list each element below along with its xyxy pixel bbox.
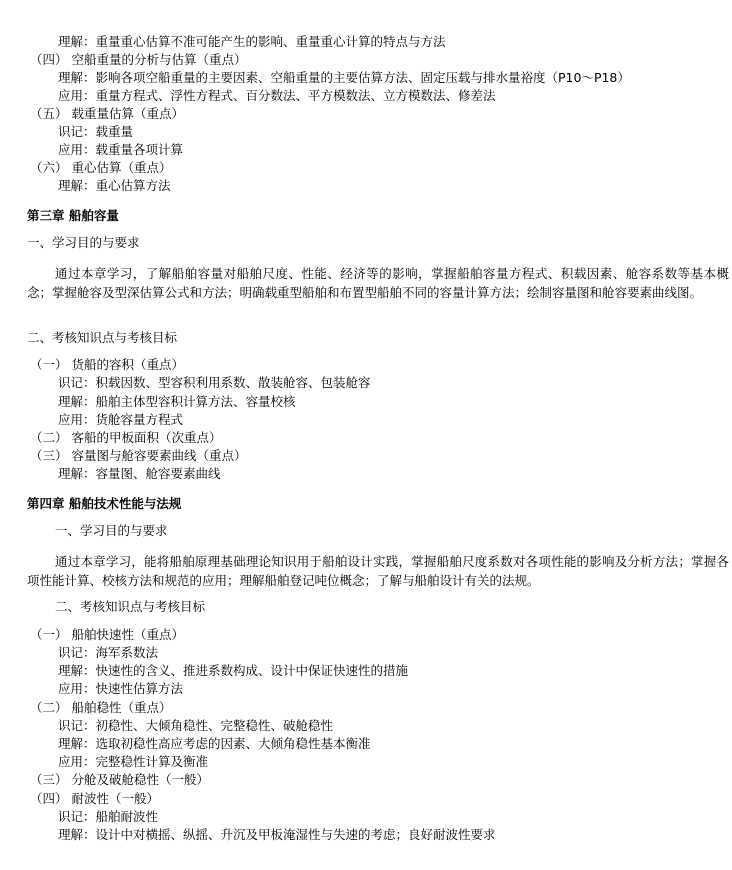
chapter-4-goal-text: 通过本章学习，能将船舶原理基础理论知识用于船舶设计实践，掌握船舶尺度系数对各项性能的影响及分析方法；掌握各项性能计算、校核方法和规范的应用；理解船舶登记吨位概念；了解与船舶设计有关的法规。	[27, 554, 729, 588]
chapter-3-goal-text: 通过本章学习，了解船舶容量对船舶尺度、性能、经济等的影响，掌握船舶容量方程式、积载因素、舱容系数等基本概念；掌握舱容及型深估算公式和方法；明确载重型船舶和布置型船舶不同的容量计算方法；绘制容量图和舱容要素曲线图。	[27, 266, 729, 300]
ch3-section-1-apply: 应用：货舱容量方程式	[58, 412, 184, 427]
chapter-4-exam-heading: 二、考核知识点与考核目标	[55, 599, 206, 614]
section-4-understand: 理解：影响各项空船重量的主要因素、空船重量的主要估算方法、固定压载与排水量裕度（P10～P18）	[58, 70, 630, 85]
ch4-section-4-remember: 识记：船舶耐波性	[58, 809, 159, 824]
section-5-title: （五） 载重量估算（重点）	[30, 106, 184, 121]
section-4-title: （四） 空船重量的分析与估算（重点）	[30, 52, 247, 67]
ch4-section-2-apply: 应用：完整稳性计算及衡准	[58, 754, 209, 769]
chapter-3-exam-heading: 二、考核知识点与考核目标	[27, 330, 178, 345]
ch3-section-3-title: （三） 容量图与舱容要素曲线（重点）	[30, 448, 247, 463]
chapter-3-title: 第三章 船舶容量	[27, 208, 119, 223]
section-5-remember: 识记：载重量	[58, 124, 134, 139]
ch4-section-4-title: （四） 耐波性（一般）	[30, 791, 159, 806]
ch4-section-1-remember: 识记：海军系数法	[58, 645, 159, 660]
chapter-4-title: 第四章 船舶技术性能与法规	[27, 496, 182, 511]
ch4-section-4-understand: 理解：设计中对横摇、纵摇、升沉及甲板淹湿性与失速的考虑；良好耐波性要求	[58, 827, 496, 842]
chapter-3-goal-heading: 一、学习目的与要求	[27, 235, 140, 250]
ch3-section-1-understand: 理解：船舶主体型容积计算方法、容量校核	[58, 394, 296, 409]
ch3-section-1-title: （一） 货船的容积（重点）	[30, 357, 184, 372]
ch4-section-3-title: （三） 分舱及破舱稳性（一般）	[30, 772, 209, 787]
ch3-section-2-title: （二） 客船的甲板面积（次重点）	[30, 430, 222, 445]
chapter-4-goal-heading: 一、学习目的与要求	[55, 523, 168, 538]
section-6-title: （六） 重心估算（重点）	[30, 160, 172, 175]
section-4-apply: 应用：重量方程式、浮性方程式、百分数法、平方模数法、立方模数法、修差法	[58, 88, 496, 103]
ch4-section-1-understand: 理解：快速性的含义、推进系数构成、设计中保证快速性的措施	[58, 663, 409, 678]
ch4-section-1-apply: 应用：快速性估算方法	[58, 681, 184, 696]
section-6-understand: 理解：重心估算方法	[58, 178, 171, 193]
ch3-section-3-understand: 理解：容量图、舱容要素曲线	[58, 466, 221, 481]
ch3-section-1-remember: 识记：积载因数、型容积利用系数、散装舱容、包装舱容	[58, 375, 371, 390]
understand-gravity-line: 理解：重量重心估算不准可能产生的影响、重量重心计算的特点与方法	[58, 34, 446, 49]
ch4-section-2-understand: 理解：选取初稳性高应考虑的因素、大倾角稳性基本衡准	[58, 736, 371, 751]
ch4-section-1-title: （一） 船舶快速性（重点）	[30, 627, 184, 642]
ch4-section-2-title: （二） 船舶稳性（重点）	[30, 700, 172, 715]
ch4-section-2-remember: 识记：初稳性、大倾角稳性、完整稳性、破舱稳性	[58, 718, 334, 733]
section-5-apply: 应用：载重量各项计算	[58, 142, 184, 157]
